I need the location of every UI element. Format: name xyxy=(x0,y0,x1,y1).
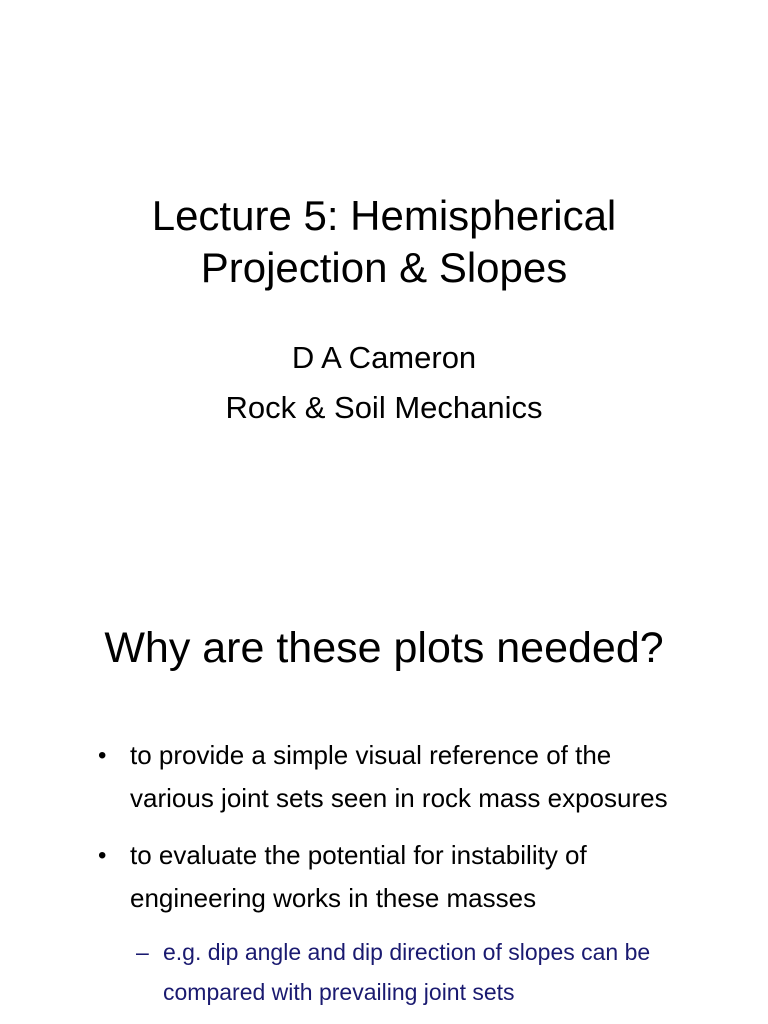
bullet-item xyxy=(0,834,670,920)
bullet-icon: • xyxy=(98,842,107,869)
lecture-title-line-2: Projection & Slopes xyxy=(200,244,568,291)
bullet-text: to provide a simple visual reference of the various joint sets seen in rock mass exposures xyxy=(130,740,668,813)
bullet-icon: • xyxy=(98,742,107,769)
sub-bullet-item xyxy=(0,932,693,1012)
bullet-text: to evaluate the potential for instability of engineering works in these masses xyxy=(130,840,587,913)
slide-2 xyxy=(0,512,768,1024)
sub-bullet-text: e.g. dip angle and dip direction of slopes can be compared with prevailing joint sets xyxy=(163,939,651,1005)
lecture-subtitle xyxy=(0,333,768,433)
course-name: Rock & Soil Mechanics xyxy=(225,390,543,425)
bullet-list xyxy=(0,734,768,1012)
dash-icon: – xyxy=(136,939,149,965)
lecture-title xyxy=(0,190,768,294)
bullet-item xyxy=(0,734,670,820)
lecture-title-line-1: Lecture 5: Hemispherical xyxy=(151,192,617,239)
author-name: D A Cameron xyxy=(291,340,477,375)
slide-2-title: Why are these plots needed? xyxy=(104,624,664,672)
